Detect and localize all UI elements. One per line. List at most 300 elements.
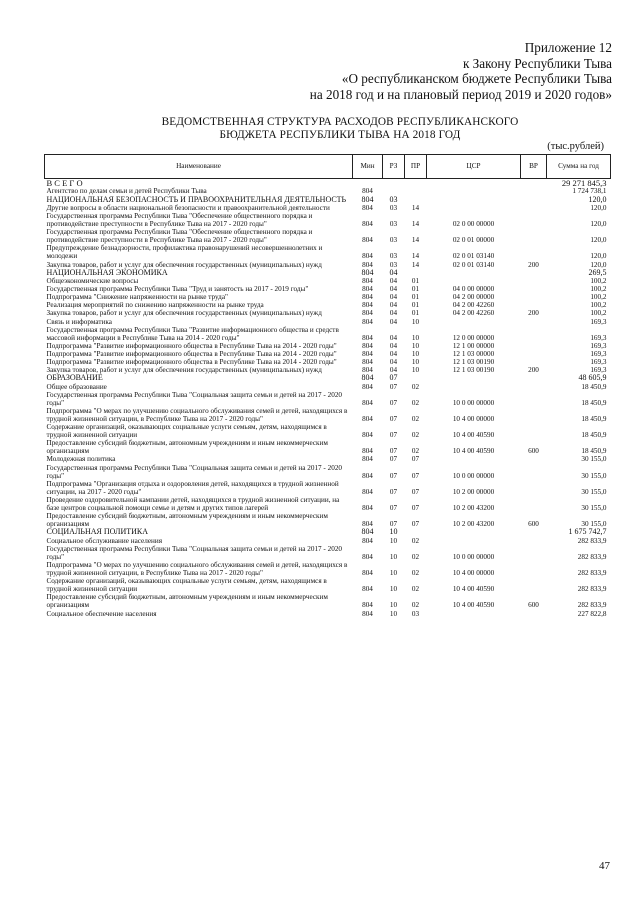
cell-csr: 10 2 00 43200 xyxy=(452,504,495,512)
cell-min: 804 xyxy=(362,601,373,610)
cell-sum: 120,0 xyxy=(590,252,607,261)
cell-min: 804 xyxy=(362,536,373,545)
cell-vr xyxy=(521,301,547,309)
cell-rz: 03 xyxy=(389,260,398,269)
cell-name: НАЦИОНАЛЬНАЯ БЕЗОПАСНОСТЬ И ПРАВООХРАНИТЕЛЬНАЯ ДЕЯТЕЛЬНОСТЬ xyxy=(46,194,347,204)
cell-sum: 282 833,9 xyxy=(577,552,607,561)
cell-vr xyxy=(521,350,547,358)
cell-min: 804 xyxy=(362,317,373,326)
title-line-2: БЮДЖЕТА РЕСПУБЛИКИ ТЫВА НА 2018 ГОД xyxy=(219,129,461,141)
cell-rz: 07 xyxy=(389,447,398,456)
cell-min: 804 xyxy=(362,585,373,594)
page-number: 47 xyxy=(599,860,610,872)
cell-sum: 30 155,0 xyxy=(581,520,607,529)
cell-csr: 04 0 00 00000 xyxy=(452,285,495,294)
cell-rz: 04 xyxy=(389,309,398,318)
cell-vr: 600 xyxy=(528,601,539,610)
cell-rz: 07 xyxy=(389,504,398,512)
cell-vr xyxy=(521,318,547,326)
cell-vr xyxy=(521,326,547,342)
cell-sum: 18 450,9 xyxy=(581,414,607,423)
cell-name: Закупка товаров, работ и услуг для обеспечения государственных (муниципальных) нужд xyxy=(46,309,322,318)
table-row xyxy=(45,350,611,358)
cell-vr: 200 xyxy=(528,309,539,318)
cell-vr xyxy=(521,537,547,545)
cell-pr: 10 xyxy=(411,349,420,358)
cell-rz: 10 xyxy=(389,609,398,618)
cell-vr xyxy=(521,244,547,260)
cell-csr: 12 1 03 00000 xyxy=(452,349,495,358)
cell-sum: 1 724 738,1 xyxy=(572,187,607,196)
cell-min: 804 xyxy=(362,382,373,391)
cell-min: 804 xyxy=(362,455,373,464)
cell-csr: 10 4 00 40590 xyxy=(452,447,495,456)
col-header-name: Наименование xyxy=(45,155,353,179)
cell-csr: 12 1 03 00190 xyxy=(452,358,495,366)
cell-pr xyxy=(405,187,427,195)
cell-min: 804 xyxy=(362,341,373,350)
cell-pr: 01 xyxy=(411,301,420,310)
table-row xyxy=(45,366,611,374)
cell-vr xyxy=(521,610,547,618)
cell-sum: 18 450,9 xyxy=(581,431,607,440)
cell-name: В С Е Г О xyxy=(46,178,83,188)
cell-csr: 10 4 00 00000 xyxy=(452,569,495,578)
cell-csr xyxy=(427,196,521,204)
cell-csr xyxy=(427,528,521,536)
cell-rz: 10 xyxy=(389,569,398,578)
cell-name: Государственная программа Республики Тыва "Труд и занятость на 2017 - 2019 годы" xyxy=(46,285,309,294)
table-row xyxy=(45,464,611,480)
cell-pr xyxy=(405,528,427,536)
cell-vr xyxy=(521,342,547,350)
cell-vr xyxy=(521,358,547,366)
table-row xyxy=(45,561,611,577)
table-row xyxy=(45,204,611,212)
cell-vr xyxy=(521,187,547,195)
cell-min: 804 xyxy=(362,260,373,269)
cell-csr xyxy=(427,318,521,326)
cell-min: 804 xyxy=(362,414,373,423)
cell-sum: 100,2 xyxy=(590,293,607,302)
cell-name: Молодежная политика xyxy=(46,455,116,464)
cell-vr xyxy=(521,179,547,188)
cell-min: 804 xyxy=(362,293,373,302)
cell-min xyxy=(353,179,383,188)
cell-name: Закупка товаров, работ и услуг для обеспечения государственных (муниципальных) нужд xyxy=(46,260,322,269)
cell-csr: 10 0 00 00000 xyxy=(452,398,495,407)
cell-csr: 10 0 00 00000 xyxy=(452,552,495,561)
table-row xyxy=(45,407,611,423)
cell-sum: 29 271 845,3 xyxy=(561,178,607,188)
header-line-4: на 2018 год и на плановый период 2019 и 2020 годов» xyxy=(309,86,612,102)
cell-name: Подпрограмма "Организация отдыха и оздоровления детей, находящихся в трудной жизненной ситуации, на 2017 - 2020 годы" xyxy=(46,479,339,496)
cell-name: Социальное обслуживание населения xyxy=(46,536,163,545)
cell-pr: 14 xyxy=(411,252,420,261)
cell-rz: 07 xyxy=(389,414,398,423)
cell-sum: 1 675 742,7 xyxy=(568,527,607,537)
cell-name: Агентство по делам семьи и детей Республики Тыва xyxy=(46,187,207,196)
cell-sum: 120,0 xyxy=(590,236,607,245)
cell-csr: 10 4 00 40590 xyxy=(452,585,495,594)
table-row xyxy=(45,528,611,536)
table-row xyxy=(45,309,611,317)
cell-vr xyxy=(521,407,547,423)
cell-pr: 10 xyxy=(411,358,420,366)
cell-sum: 169,3 xyxy=(590,366,607,375)
cell-sum: 282 833,9 xyxy=(577,585,607,594)
cell-name: ОБРАЗОВАНИЕ xyxy=(46,373,103,383)
cell-pr: 10 xyxy=(411,333,420,342)
cell-pr: 01 xyxy=(411,309,420,318)
cell-name: Другие вопросы в области национальной безопасности и правоохранительной деятельности xyxy=(46,203,330,212)
cell-sum: 18 450,9 xyxy=(581,447,607,456)
header-line-1: Приложение 12 xyxy=(524,40,612,55)
cell-vr xyxy=(521,285,547,293)
cell-vr xyxy=(521,480,547,496)
document-title xyxy=(60,116,620,142)
cell-pr: 02 xyxy=(411,447,420,456)
table-row xyxy=(45,318,611,326)
document-header xyxy=(310,40,612,102)
cell-pr: 02 xyxy=(411,536,420,545)
cell-sum: 169,3 xyxy=(590,341,607,350)
cell-csr: 12 1 03 00190 xyxy=(452,366,495,375)
cell-pr: 02 xyxy=(411,382,420,391)
cell-name: Государственная программа Республики Тыва "Обеспечение общественного порядка и противодействие преступности в Республике Тыва на 2017 - 2020 годы" xyxy=(46,212,313,229)
cell-name: Подпрограмма "Снижение напряженности на рынке труда" xyxy=(46,293,228,302)
cell-name: Предупреждение безнадзорности, профилактика правонарушений несовершеннолетних и молодежи xyxy=(46,244,323,261)
cell-min: 804 xyxy=(362,252,373,261)
cell-min: 804 xyxy=(361,194,374,204)
cell-min: 804 xyxy=(361,267,374,277)
cell-csr xyxy=(427,277,521,285)
cell-rz: 04 xyxy=(389,341,398,350)
cell-sum: 120,0 xyxy=(588,194,607,204)
cell-rz: 03 xyxy=(389,194,398,204)
cell-name: Связь и информатика xyxy=(46,317,112,326)
cell-pr: 14 xyxy=(411,260,420,269)
table-row xyxy=(45,196,611,204)
units-label: (тыс.рублей) xyxy=(547,141,604,152)
cell-sum: 169,3 xyxy=(590,349,607,358)
cell-vr xyxy=(521,423,547,439)
cell-pr: 07 xyxy=(411,504,420,512)
cell-vr xyxy=(521,464,547,480)
cell-min: 804 xyxy=(362,398,373,407)
cell-pr: 14 xyxy=(411,220,420,229)
cell-name: Государственная программа Республики Тыва "Социальная защита семьи и детей на 2017 - 2020 годы" xyxy=(46,390,343,407)
cell-sum: 169,3 xyxy=(590,358,607,366)
table-row xyxy=(45,496,611,512)
cell-name: Предоставление субсидий бюджетным, автономным учреждениям и иным некоммерческим организациям xyxy=(46,512,328,529)
cell-rz: 04 xyxy=(389,349,398,358)
cell-rz: 03 xyxy=(389,203,398,212)
col-header-min: Мин xyxy=(353,155,383,179)
cell-name: Государственная программа Республики Тыва "Социальная защита семьи и детей на 2017 - 2020 годы" xyxy=(46,463,343,480)
cell-rz: 04 xyxy=(389,277,398,286)
cell-csr: 10 4 00 00000 xyxy=(452,414,495,423)
cell-csr: 12 1 00 00000 xyxy=(452,341,495,350)
cell-rz: 10 xyxy=(389,585,398,594)
cell-csr: 10 4 00 40590 xyxy=(452,601,495,610)
cell-name: Закупка товаров, работ и услуг для обеспечения государственных (муниципальных) нужд xyxy=(46,366,322,375)
cell-vr xyxy=(521,577,547,593)
cell-csr: 10 2 00 43200 xyxy=(452,520,495,529)
table-row xyxy=(45,512,611,528)
cell-vr xyxy=(521,545,547,561)
cell-vr: 200 xyxy=(528,366,539,375)
cell-csr xyxy=(427,269,521,277)
cell-rz: 04 xyxy=(389,317,398,326)
cell-csr: 02 0 00 00000 xyxy=(452,220,495,229)
cell-pr: 02 xyxy=(411,414,420,423)
cell-sum: 169,3 xyxy=(590,333,607,342)
cell-csr: 10 4 00 40590 xyxy=(452,431,495,440)
table-row xyxy=(45,342,611,350)
header-line-2: к Закону Республики Тыва xyxy=(462,55,612,71)
table-row xyxy=(45,577,611,593)
cell-csr xyxy=(427,187,521,195)
cell-vr: 600 xyxy=(528,520,539,529)
table-body xyxy=(45,179,611,618)
cell-sum: 100,2 xyxy=(590,285,607,294)
table-row xyxy=(45,326,611,342)
table-row xyxy=(45,383,611,391)
cell-pr: 03 xyxy=(411,609,420,618)
cell-min: 804 xyxy=(361,373,374,383)
cell-pr: 02 xyxy=(411,569,420,578)
cell-name: Предоставление субсидий бюджетным, автономным учреждениям и иным некоммерческим организациям xyxy=(46,593,328,610)
cell-name: Реализация мероприятий по снижению напряженности на рынке труда xyxy=(46,301,264,310)
cell-rz: 07 xyxy=(389,471,398,480)
col-header-rz: РЗ xyxy=(383,155,405,179)
cell-vr xyxy=(521,528,547,536)
table-row xyxy=(45,480,611,496)
cell-sum: 169,3 xyxy=(590,317,607,326)
cell-rz: 07 xyxy=(389,398,398,407)
col-header-sum: Сумма на год xyxy=(547,155,611,179)
cell-pr xyxy=(405,374,427,382)
cell-sum: 120,0 xyxy=(590,260,607,269)
cell-vr xyxy=(521,196,547,204)
cell-sum: 30 155,0 xyxy=(581,455,607,464)
cell-min: 804 xyxy=(362,520,373,529)
cell-rz: 03 xyxy=(389,252,398,261)
cell-name: Общеэкономические вопросы xyxy=(46,277,139,286)
cell-name: Содержание организаций, оказывающих социальные услуги семьям, детям, находящимся в трудной жизненной ситуации xyxy=(46,423,327,440)
cell-sum: 120,0 xyxy=(590,203,607,212)
cell-name: Подпрограмма "Развитие информационного общества в Республике Тыва на 2014 - 2020 годы" xyxy=(46,341,337,350)
cell-rz: 04 xyxy=(389,285,398,294)
cell-sum: 30 155,0 xyxy=(581,504,607,512)
cell-pr: 02 xyxy=(411,431,420,440)
cell-csr: 10 0 00 00000 xyxy=(452,471,495,480)
cell-min: 804 xyxy=(362,301,373,310)
cell-name: Государственная программа Республики Тыва "Обеспечение общественного порядка и противодействие преступности в Республике Тыва на 2017 - 2020 годы" xyxy=(46,228,313,245)
cell-pr xyxy=(405,179,427,188)
cell-rz: 10 xyxy=(389,552,398,561)
cell-sum: 48 605,9 xyxy=(578,373,607,383)
table-row xyxy=(45,610,611,618)
cell-rz: 07 xyxy=(389,487,398,496)
cell-name: Подпрограмма "О мерах по улучшению социального обслуживания семей и детей, находящихся в трудной жизненной ситуации, в Республике Тыва на 2017 - 2020 годы" xyxy=(46,406,348,423)
table-row xyxy=(45,228,611,244)
cell-pr: 02 xyxy=(411,601,420,610)
cell-vr xyxy=(521,374,547,382)
cell-vr xyxy=(521,212,547,228)
cell-csr xyxy=(427,374,521,382)
cell-min: 804 xyxy=(362,187,373,196)
cell-rz: 07 xyxy=(389,455,398,464)
cell-name: СОЦИАЛЬНАЯ ПОЛИТИКА xyxy=(46,527,148,537)
cell-pr: 10 xyxy=(411,317,420,326)
cell-min: 804 xyxy=(362,309,373,318)
cell-sum: 282 833,9 xyxy=(577,601,607,610)
cell-vr xyxy=(521,228,547,244)
cell-rz: 07 xyxy=(389,431,398,440)
cell-csr xyxy=(427,610,521,618)
cell-rz: 04 xyxy=(389,293,398,302)
table-row xyxy=(45,455,611,463)
cell-min: 804 xyxy=(362,358,373,366)
cell-rz: 10 xyxy=(389,536,398,545)
cell-csr: 04 2 00 42260 xyxy=(452,301,495,310)
cell-rz: 10 xyxy=(389,527,398,537)
cell-name: Государственная программа Республики Тыва "Социальная защита семьи и детей на 2017 - 2020 годы" xyxy=(46,544,343,561)
table-row xyxy=(45,244,611,260)
cell-rz: 03 xyxy=(389,220,398,229)
cell-rz: 10 xyxy=(389,601,398,610)
cell-pr: 14 xyxy=(411,236,420,245)
cell-min: 804 xyxy=(362,349,373,358)
col-header-pr: ПР xyxy=(405,155,427,179)
cell-rz xyxy=(383,179,405,188)
cell-rz: 04 xyxy=(389,333,398,342)
cell-min: 804 xyxy=(362,333,373,342)
cell-pr: 07 xyxy=(411,487,420,496)
table-row xyxy=(45,423,611,439)
cell-sum: 30 155,0 xyxy=(581,471,607,480)
cell-sum: 282 833,9 xyxy=(577,536,607,545)
cell-pr xyxy=(405,196,427,204)
cell-min: 804 xyxy=(362,609,373,618)
cell-vr xyxy=(521,293,547,301)
cell-sum: 30 155,0 xyxy=(581,487,607,496)
cell-pr: 07 xyxy=(411,471,420,480)
cell-pr: 02 xyxy=(411,398,420,407)
cell-name: Подпрограмма "О мерах по улучшению социального обслуживания семей и детей, находящихся в трудной жизненной ситуации, в Республике Тыва на 2017 - 2020 годы" xyxy=(46,560,348,578)
title-line-1: ВЕДОМСТВЕННАЯ СТРУКТУРА РАСХОДОВ РЕСПУБЛИКАНСКОГО xyxy=(161,116,519,128)
table-row xyxy=(45,391,611,407)
cell-csr xyxy=(427,179,521,188)
cell-sum: 18 450,9 xyxy=(581,382,607,391)
cell-sum: 100,2 xyxy=(590,309,607,318)
cell-csr: 04 2 00 00000 xyxy=(452,293,495,302)
table-row xyxy=(45,301,611,309)
cell-min: 804 xyxy=(361,527,374,537)
table-header-row xyxy=(45,155,611,179)
cell-min: 804 xyxy=(362,220,373,229)
cell-pr: 01 xyxy=(411,277,420,286)
cell-rz: 07 xyxy=(389,373,398,383)
table-row xyxy=(45,269,611,277)
cell-sum: 227 822,8 xyxy=(577,609,607,618)
cell-min: 804 xyxy=(362,431,373,440)
cell-pr: 01 xyxy=(411,285,420,294)
cell-min: 804 xyxy=(362,504,373,512)
cell-min: 804 xyxy=(362,447,373,456)
col-header-vr: ВР xyxy=(521,155,547,179)
cell-name: НАЦИОНАЛЬНАЯ ЭКОНОМИКА xyxy=(46,267,168,277)
cell-name: Проведение оздоровительной кампании детей, находящихся в трудной жизненной ситуации, на базе центров социальной помощи семье и детям и других типов лагерей xyxy=(46,495,340,512)
cell-sum: 269,5 xyxy=(588,267,607,277)
cell-min: 804 xyxy=(362,236,373,245)
cell-pr: 07 xyxy=(411,520,420,529)
cell-csr xyxy=(427,204,521,212)
cell-vr xyxy=(521,496,547,512)
cell-pr: 14 xyxy=(411,203,420,212)
cell-vr xyxy=(521,204,547,212)
col-header-csr: ЦСР xyxy=(427,155,521,179)
cell-rz: 07 xyxy=(389,520,398,529)
cell-csr xyxy=(427,537,521,545)
cell-vr xyxy=(521,455,547,463)
table-row xyxy=(45,358,611,366)
cell-min: 804 xyxy=(362,277,373,286)
table-row xyxy=(45,374,611,382)
cell-rz: 04 xyxy=(389,267,398,277)
cell-vr: 600 xyxy=(528,447,539,456)
cell-rz: 04 xyxy=(389,358,398,366)
cell-vr: 200 xyxy=(528,260,539,269)
cell-vr xyxy=(521,269,547,277)
table-row xyxy=(45,179,611,188)
cell-min: 804 xyxy=(362,366,373,375)
cell-csr xyxy=(427,455,521,463)
cell-pr: 01 xyxy=(411,293,420,302)
cell-sum: 100,2 xyxy=(590,301,607,310)
cell-pr: 02 xyxy=(411,585,420,594)
cell-min: 804 xyxy=(362,285,373,294)
budget-table xyxy=(44,154,611,618)
cell-rz: 04 xyxy=(389,366,398,375)
table-row xyxy=(45,277,611,285)
cell-csr: 02 0 01 03140 xyxy=(452,260,495,269)
table-row xyxy=(45,537,611,545)
cell-name: Содержание организаций, оказывающих социальные услуги семьям, детям, находящимся в трудной жизненной ситуации xyxy=(46,577,327,594)
table-row xyxy=(45,593,611,609)
cell-vr xyxy=(521,561,547,577)
cell-pr: 07 xyxy=(411,455,420,464)
cell-sum: 100,2 xyxy=(590,277,607,286)
cell-name: Предоставление субсидий бюджетным, автономным учреждениям и иным некоммерческим организациям xyxy=(46,439,328,456)
table-row xyxy=(45,293,611,301)
cell-pr: 10 xyxy=(411,366,420,375)
cell-rz: 04 xyxy=(389,301,398,310)
cell-pr: 02 xyxy=(411,552,420,561)
cell-min: 804 xyxy=(362,487,373,496)
cell-name: Государственная программа Республики Тыва "Развитие информационного общества и средств массовой информации в Республике Тыва на 2014 - 2020 годы" xyxy=(46,325,339,342)
cell-csr: 10 2 00 00000 xyxy=(452,487,495,496)
cell-csr: 02 0 01 03140 xyxy=(452,252,495,261)
cell-csr: 12 0 00 00000 xyxy=(452,333,495,342)
cell-pr: 10 xyxy=(411,341,420,350)
cell-pr xyxy=(405,269,427,277)
cell-sum: 282 833,9 xyxy=(577,569,607,578)
cell-min: 804 xyxy=(362,569,373,578)
cell-vr xyxy=(521,391,547,407)
